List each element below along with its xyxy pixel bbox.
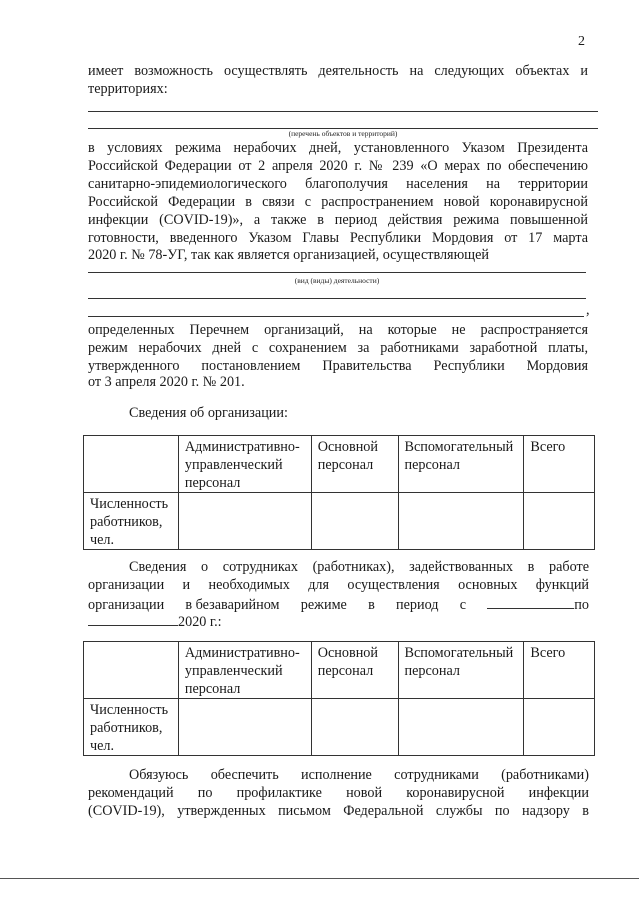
page-number: 2 <box>578 34 585 49</box>
date-from-blank[interactable] <box>487 594 574 609</box>
employees-word-in: в <box>368 597 375 613</box>
employees-word-period: период <box>396 597 439 613</box>
header-aux-line-2: персонал <box>404 663 460 679</box>
header-total: Всего <box>524 436 595 493</box>
org-info-heading: Сведения об организации: <box>129 405 288 421</box>
header-main <box>311 642 398 699</box>
cell-main[interactable] <box>311 493 398 550</box>
fill-line-activity-3 <box>88 316 584 317</box>
employees-word-to: по <box>574 597 589 613</box>
row-label-line-1: Численность <box>90 702 169 718</box>
cell-aux[interactable] <box>398 493 524 550</box>
header-admin-line-2: управленческий <box>184 663 283 679</box>
fill-line-activity-2 <box>88 298 586 299</box>
employees-year: 2020 г.: <box>178 614 222 630</box>
employees-word-accident-free: в безаварийном <box>185 597 280 613</box>
header-admin <box>178 642 311 699</box>
paragraph1-line-4: Российской Федерации в связи с распространением новой коронавирусной <box>88 194 588 210</box>
employees-word-from: с <box>459 597 467 613</box>
employees-word-organization: организации <box>88 597 165 613</box>
header-aux-line-1: Вспомогательный <box>404 645 514 661</box>
paragraph1-line-1: в условиях режима нерабочих дней, установленного Указом Президента <box>88 140 588 156</box>
obligation-line-2: рекомендаций по профилактике новой коронавирусной инфекции <box>88 785 589 801</box>
table-header-row <box>84 642 595 699</box>
paragraph2-line-1: определенных Перечнем организаций, на которые не распространяется <box>88 322 588 338</box>
row-label-line-1: Численность <box>90 496 169 512</box>
caption-objects: (перечень объектов и территорий) <box>288 129 398 138</box>
header-aux <box>398 642 524 699</box>
paragraph2-line-2: режим нерабочих дней с сохранением за работниками заработной платы, <box>88 340 588 356</box>
row-label-line-3: чел. <box>90 738 115 754</box>
header-main-line-1: Основной <box>317 439 378 455</box>
fill-line-activity-1 <box>88 272 586 273</box>
employees-word-mode: режиме <box>300 597 347 613</box>
date-from-group <box>487 594 589 614</box>
header-main <box>311 436 398 493</box>
header-aux-line-1: Вспомогательный <box>404 439 514 455</box>
table-corner-cell <box>84 436 179 493</box>
employees-line-2: организации и необходимых для осуществления основных функций <box>88 577 589 593</box>
obligation-line-1: Обязуюсь обеспечить исполнение сотрудниками (работниками) <box>129 767 589 783</box>
header-main-line-2: персонал <box>317 457 374 473</box>
date-to-blank[interactable] <box>88 611 178 626</box>
obligation-line-3: (COVID-19), утвержденных письмом Федеральной службы по надзору в <box>88 803 589 819</box>
cell-total[interactable] <box>524 699 595 756</box>
row-label <box>84 493 179 550</box>
cell-admin[interactable] <box>178 699 311 756</box>
row-label-line-2: работников, <box>90 514 163 530</box>
paragraph1-line-2: Российской Федерации от 2 апреля 2020 г. № 239 «О мерах по обеспечению <box>88 158 588 174</box>
employees-line-1: Сведения о сотрудниках (работниках), задействованных в работе <box>129 559 589 575</box>
header-admin-line-1: Административно- <box>184 645 300 661</box>
org-info-table <box>83 435 595 550</box>
table-row <box>84 493 595 550</box>
row-label-line-3: чел. <box>90 532 115 548</box>
paragraph1-line-7: 2020 г. № 78-УГ, так как является организацией, осуществляющей <box>88 247 489 263</box>
header-aux <box>398 436 524 493</box>
row-label-line-2: работников, <box>90 720 163 736</box>
table-row <box>84 699 595 756</box>
paragraph2-line-4: от 3 апреля 2020 г. № 201. <box>88 374 245 390</box>
intro-line-1: имеет возможность осуществлять деятельность на следующих объектах и <box>88 63 588 79</box>
header-aux-line-2: персонал <box>404 457 460 473</box>
paragraph2-line-3: утвержденного постановлением Правительства Республики Мордовия <box>88 358 588 374</box>
cell-main[interactable] <box>311 699 398 756</box>
cell-aux[interactable] <box>398 699 524 756</box>
cell-total[interactable] <box>524 493 595 550</box>
paragraph1-line-5: инфекции (COVID-19)», а также в период действия режима повышенной <box>88 212 588 228</box>
header-total: Всего <box>524 642 595 699</box>
row-label <box>84 699 179 756</box>
table-header-row <box>84 436 595 493</box>
employees-line-4 <box>88 611 222 631</box>
caption-activity: (вид (виды) деятельности) <box>294 276 380 285</box>
scan-edge-line <box>0 878 639 879</box>
employees-table <box>83 641 595 756</box>
fill-line-objects-1 <box>88 111 598 112</box>
intro-line-2: территориях: <box>88 81 168 97</box>
cell-admin[interactable] <box>178 493 311 550</box>
header-admin-line-1: Административно- <box>184 439 300 455</box>
header-main-line-1: Основной <box>317 645 378 661</box>
header-admin-line-3: персонал <box>184 475 241 491</box>
header-admin-line-3: персонал <box>184 681 241 697</box>
paragraph1-line-6: готовности, введенного Указом Главы Республики Мордовия от 17 марта <box>88 230 588 246</box>
paragraph1-line-3: санитарно-эпидемиологического благополучия населения на территории <box>88 176 588 192</box>
header-admin-line-2: управленческий <box>184 457 283 473</box>
table-corner-cell <box>84 642 179 699</box>
comma: , <box>586 302 590 318</box>
header-main-line-2: персонал <box>317 663 374 679</box>
header-admin <box>178 436 311 493</box>
